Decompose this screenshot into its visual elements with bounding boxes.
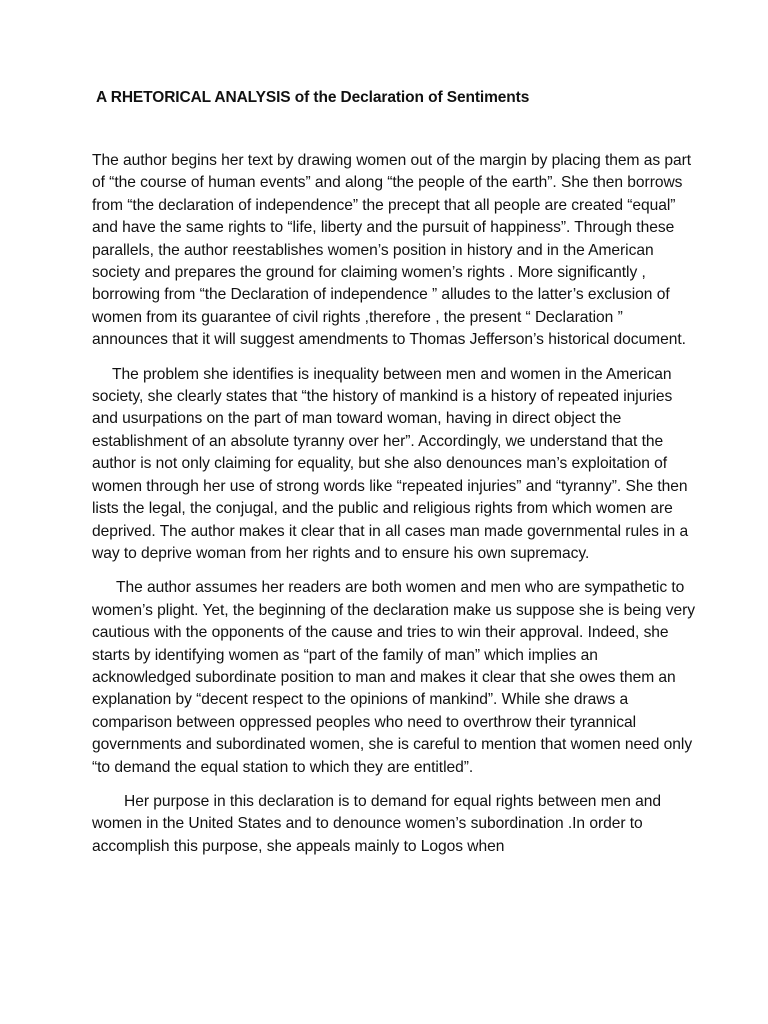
document-title: A RHETORICAL ANALYSIS of the Declaration of Sentiments [96,89,530,106]
paragraph-2: The problem she identifies is inequality between men and women in the American society, she clearly states that “the history of mankind is a history of repeated injuries and usurpations on the part of man toward woman, having in direct object the establishment of an absolute tyranny over her”. Accordingly, we understand that the author is not only claiming for equality, but she also denounces man’s exploitation of women through her use of strong words like “repeated injuries” and “tyranny”. She then lists the legal, the conjugal, and the public and religious rights from which women are deprived. The author makes it clear that in all cases man made governmental rules in a way to deprive woman from her rights and to ensure his own supremacy. [92,365,689,562]
paragraph-1: The author begins her text by drawing women out of the margin by placing them as part of “the course of human events” and along “the people of the earth”. She then borrows from “the declaration of independence” the precept that all people are created “equal” and have the same rights to “life, liberty and the pursuit of happiness”. Through these parallels, the author reestablishes women’s position in history and in the American society and prepares the ground for claiming women’s rights . More significantly , borrowing from “the Declaration of independence ” alludes to the latter’s exclusion of women from its guarantee of civil rights ,therefore , the present “ Declaration ” announces that it will suggest amendments to Thomas Jefferson’s historical document. [92,152,692,349]
paragraph-4: Her purpose in this declaration is to demand for equal rights between men and women in the United States and to denounce women’s subordination .In order to accomplish this purpose, she appeals mainly to Logos when [92,792,662,855]
document-body [92,150,696,858]
paragraph-3: The author assumes her readers are both women and men who are sympathetic to women’s plight. Yet, the beginning of the declaration make us suppose she is being very cautious with the opponents of the cause and tries to win their approval. Indeed, she starts by identifying women as “part of the family of man” which implies an acknowledged subordinate position to man and makes it clear that she owes them an explanation by “decent respect to the opinions of mankind”. While she draws a comparison between oppressed peoples who need to overthrow their tyrannical governments and subordinated women, she is careful to mention that women need only “to demand the equal station to which they are entitled”. [92,579,696,776]
